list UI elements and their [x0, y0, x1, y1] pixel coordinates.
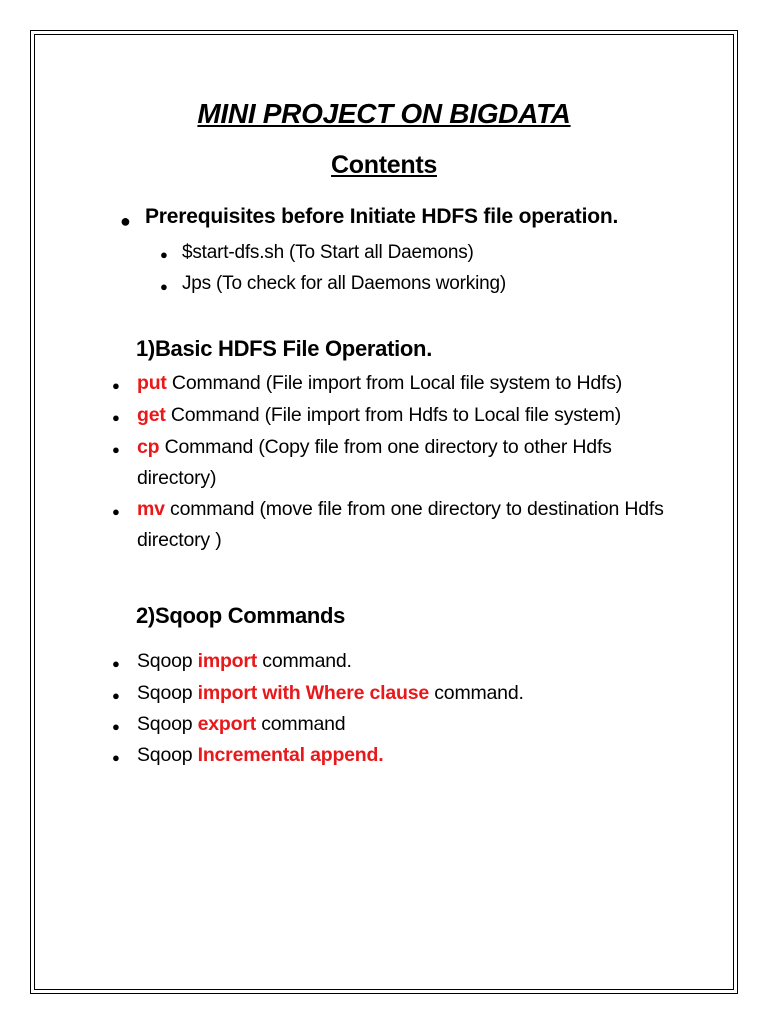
- bullet-icon: ●: [112, 750, 120, 765]
- list-item: [137, 678, 697, 709]
- bullet-icon: ●: [160, 279, 168, 294]
- prerequisites-heading: Prerequisites before Initiate HDFS file operation.: [145, 205, 619, 228]
- list-item: [137, 400, 697, 431]
- contents-heading: Contents: [331, 151, 437, 179]
- command-description: command (move file from one directory to destination Hdfs directory ): [137, 498, 664, 551]
- bullet-icon: ●: [112, 656, 120, 671]
- document-title: MINI PROJECT ON BIGDATA: [197, 98, 571, 129]
- command-keyword: import: [197, 650, 258, 672]
- command-description: Command (Copy file from one directory to other Hdfs directory): [137, 436, 612, 489]
- command-keyword: get: [137, 404, 166, 426]
- list-item: [137, 646, 697, 677]
- list-item: [137, 368, 697, 399]
- sqoop-prefix: Sqoop: [137, 650, 198, 672]
- list-item: [137, 432, 662, 494]
- command-description: Command (File import from Local file system to Hdfs): [166, 372, 623, 394]
- bullet-icon: ●: [112, 504, 120, 519]
- list-item: [137, 709, 697, 740]
- command-suffix: command.: [257, 650, 352, 672]
- bullet-icon: ●: [112, 688, 120, 703]
- sqoop-prefix: Sqoop: [137, 713, 198, 735]
- bullet-icon: ●: [112, 442, 120, 457]
- list-item: [137, 494, 682, 556]
- command-suffix: command: [256, 713, 346, 735]
- bullet-icon: ●: [120, 211, 131, 231]
- command-keyword: cp: [137, 436, 160, 458]
- command-keyword: put: [137, 372, 167, 394]
- bullet-icon: ●: [112, 719, 120, 734]
- command-keyword: Incremental append.: [197, 744, 384, 766]
- sqoop-prefix: Sqoop: [137, 682, 198, 704]
- command-suffix: command.: [429, 682, 524, 704]
- section-heading-hdfs: 1)Basic HDFS File Operation.: [136, 336, 433, 361]
- command-keyword: mv: [137, 498, 165, 520]
- bullet-icon: ●: [112, 378, 120, 393]
- command-description: Command (File import from Hdfs to Local file system): [165, 404, 622, 426]
- command-keyword: import with Where clause: [197, 682, 430, 704]
- bullet-icon: ●: [112, 410, 120, 425]
- section-heading-sqoop: 2)Sqoop Commands: [136, 603, 346, 628]
- bullet-icon: ●: [160, 247, 168, 262]
- list-item: [137, 740, 697, 771]
- command-keyword: export: [197, 713, 257, 735]
- prerequisite-item: $start-dfs.sh (To Start all Daemons): [182, 242, 474, 263]
- sqoop-prefix: Sqoop: [137, 744, 198, 766]
- prerequisite-item: Jps (To check for all Daemons working): [182, 273, 506, 294]
